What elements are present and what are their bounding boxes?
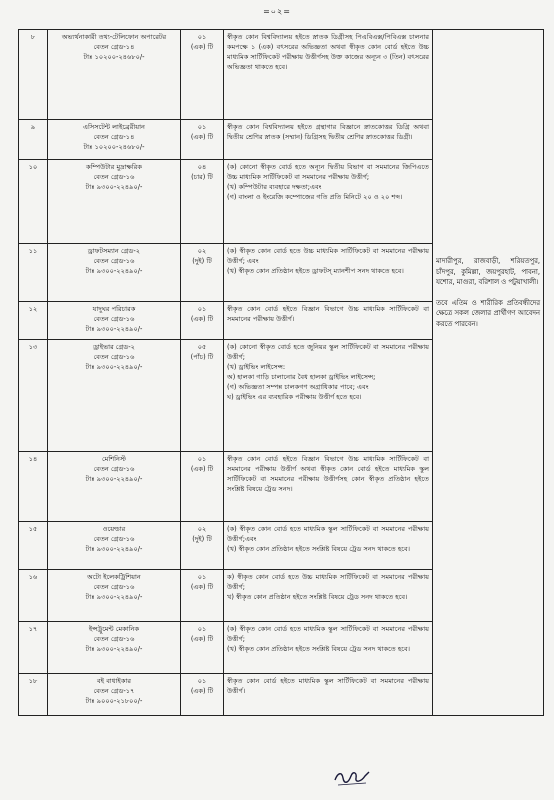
qualification-line: (ক) কোনো স্বীকৃত বোর্ড হতে জুনিয়র স্কুল সার্টিফিকেট বা সমমানের পরীক্ষায় উত্তীর্ণ; bbox=[227, 343, 429, 361]
qualification-line: (খ) কম্পিউটার ব্যবহারে দক্ষতা;এবং bbox=[227, 183, 322, 191]
qualification-line: অ) হালকা গাড়ি চালানোর বৈধ হালকা ড্রাইভিং লাইসেন্স; bbox=[227, 373, 376, 381]
post-count-cell bbox=[181, 622, 224, 674]
serial-number: ১০ bbox=[19, 160, 48, 244]
post-count-cell bbox=[181, 120, 224, 160]
pay-grade: বেতন গ্রেড-১৬ bbox=[93, 635, 135, 643]
qualification-line: (খ) স্বীকৃত কোন প্রতিষ্ঠান হইতে ড্রাফটস্ ম্যানশীপ সনদ থাকতে হবে। bbox=[227, 267, 404, 275]
pay-grade: বেতন গ্রেড-১৬ bbox=[93, 257, 135, 265]
qualification-line: (খ) স্বীকৃত কোন প্রতিষ্ঠান হইতে সংশ্লিষ্ট বিষয়ে ট্রেড সনদ থাকতে হবে। bbox=[227, 645, 410, 653]
post-count-words: (এক) টি bbox=[190, 583, 214, 591]
qualification-line: ঘ) ড্রাইভিং এর ব্যবহারিক পরীক্ষায় উত্তীর্ণ হতে হবে। bbox=[227, 393, 362, 401]
post-count: ০১ bbox=[197, 455, 207, 463]
qualification-line: স্বীকৃত কোন বোর্ড হইতে বিজ্ঞান বিভাগে উচ্চ মাধ্যমিক সার্টিফিকেট বা সমমানের পরীক্ষায় উত্তীর্ণ। bbox=[227, 305, 429, 323]
post-count-words: (পাঁচ) টি bbox=[190, 353, 214, 361]
qualification-line: (ক) স্বীকৃত কোন বোর্ড হতে মাধ্যমিক স্কুল সার্টিফিকেট বা সমমানের পরীক্ষায় উত্তীর্ণ;এবং bbox=[227, 525, 429, 543]
post-name: অটো ইলেকট্রিশিয়ান bbox=[87, 573, 141, 581]
post-count-words: (এক) টি bbox=[190, 43, 214, 51]
serial-number: ১৬ bbox=[19, 570, 48, 622]
post-count-words: (এক) টি bbox=[190, 687, 214, 695]
qualification-line: (গ) বাংলা ও ইংরেজি কম্পোজের গতি প্রতি মিনিটে ২০ ও ২০ শব্দ। bbox=[227, 193, 403, 201]
qualification-cell bbox=[224, 160, 433, 244]
serial-number: ১৩ bbox=[19, 340, 48, 452]
serial-number: ১২ bbox=[19, 302, 48, 340]
pay-scale: টাঃ ৯৩০০-২২৪৯০/- bbox=[85, 475, 143, 483]
post-count: ০৪ bbox=[197, 163, 207, 171]
qualification-line: (গ) অভিজ্ঞতা সম্পন্ন চালকগণ অগ্রাধিকার পাবে; এবং bbox=[227, 383, 369, 391]
pay-grade: বেতন গ্রেড-১৬ bbox=[93, 583, 135, 591]
qualification-line: খ) স্বীকৃত কোন প্রতিষ্ঠান হইতে সংশ্লিষ্ট বিষয়ে ট্রেড সনদ থাকতে হবে। bbox=[227, 593, 408, 601]
posts-table bbox=[18, 29, 544, 716]
pay-scale: টাঃ ৯৩০০-২২৪৯০/- bbox=[85, 363, 143, 371]
post-count-cell bbox=[181, 674, 224, 716]
post-cell bbox=[48, 244, 181, 302]
pay-scale: টাঃ ৯৩০০-২২৪৯০/- bbox=[85, 325, 143, 333]
pay-scale: টাঃ ৯৩০০-২২৪৯০/- bbox=[85, 645, 143, 653]
serial-number: ১৮ bbox=[19, 674, 48, 716]
pay-scale: টাঃ ৯৩০০-২২৪৯০/- bbox=[85, 593, 143, 601]
post-cell bbox=[48, 622, 181, 674]
serial-number: ১১ bbox=[19, 244, 48, 302]
post-count: ০৫ bbox=[197, 343, 207, 351]
pay-grade: বেতন গ্রেড-১৪ bbox=[93, 133, 135, 141]
post-count: ০১ bbox=[197, 677, 207, 685]
eligible-districts-cell bbox=[433, 30, 544, 716]
districts-list: মাদারীপুর, রাজবাড়ী, শরিয়তপুর, চাঁদপুর, কুমিল্লা, জয়পুরহাট, পাবনা, যশোর, মাগুরা, বরিশাল ও পটুয়াখালী। bbox=[436, 257, 540, 286]
post-cell bbox=[48, 340, 181, 452]
page-number: =০২= bbox=[263, 7, 291, 16]
post-cell bbox=[48, 452, 181, 522]
post-count-words: (দুই) টি bbox=[192, 535, 212, 543]
post-name: বই বাধাইকার bbox=[97, 677, 131, 685]
post-name: ইন্সট্রুমেন্ট মেকানিক bbox=[88, 625, 140, 633]
post-count: ০২ bbox=[197, 247, 207, 255]
serial-number: ৮ bbox=[19, 30, 48, 120]
pay-grade: বেতন গ্রেড-১৬ bbox=[93, 353, 135, 361]
post-count-words: (এক) টি bbox=[190, 315, 214, 323]
pay-scale: টাঃ ৯৩০০-২২৪৯০/- bbox=[85, 183, 143, 191]
qualification-line: স্বীকৃত কোন বিশ্ববিদ্যালয় হইতে স্নাতক ডিগ্রীসহ পিএবিএক্স/পিবিএক্স চালনার কমপক্ষে ১ (এক) বৎসরের অভিজ্ঞতা অথবা স্বীকৃত কোন বোর্ড হইতে উচ্চ মাধ্যমিক সার্টিফিকেট পরীক্ষায় উত্তীর্ণসহ উক্ত কাজের অন্যূন ৩ (তিন) বৎসরের অভিজ্ঞতা থাকতে হবে। bbox=[227, 33, 429, 71]
post-cell bbox=[48, 522, 181, 570]
pay-scale: টাঃ ৯০০০-২১৮০০/- bbox=[85, 697, 143, 705]
post-name: অভ্যর্থনাকারী তথ্য-টেলিফোন অপারেটর bbox=[61, 33, 167, 41]
pay-grade: বেতন গ্রেড-১৬ bbox=[93, 315, 135, 323]
qualification-cell bbox=[224, 452, 433, 522]
serial-number: ১৭ bbox=[19, 622, 48, 674]
post-name: মেশিনিস্ট bbox=[102, 455, 126, 463]
signature bbox=[332, 766, 372, 788]
post-cell bbox=[48, 302, 181, 340]
post-count: ০১ bbox=[197, 573, 207, 581]
pay-scale: টাঃ ৯৩০০-২২৪৯০/- bbox=[85, 267, 143, 275]
post-cell bbox=[48, 674, 181, 716]
post-count-words: (এক) টি bbox=[190, 635, 214, 643]
post-cell bbox=[48, 30, 181, 120]
post-count-cell bbox=[181, 340, 224, 452]
post-cell bbox=[48, 570, 181, 622]
serial-number: ৯ bbox=[19, 120, 48, 160]
post-count-cell bbox=[181, 302, 224, 340]
post-count-cell bbox=[181, 30, 224, 120]
post-count-cell bbox=[181, 452, 224, 522]
qualification-line: (খ) ড্রাইভিং লাইসেন্স: bbox=[227, 363, 286, 371]
qualification-cell bbox=[224, 340, 433, 452]
qualification-cell bbox=[224, 30, 433, 120]
post-count-cell bbox=[181, 522, 224, 570]
qualification-cell bbox=[224, 570, 433, 622]
qualification-line: (খ) স্বীকৃত কোন প্রতিষ্ঠান হইতে সংশ্লিষ্ট বিষয়ে ট্রেড সনদ থাকতে হবে। bbox=[227, 545, 410, 553]
qualification-cell bbox=[224, 120, 433, 160]
post-count-cell bbox=[181, 244, 224, 302]
pay-scale: টাঃ ১০২০০-২৪৬৮০/- bbox=[83, 53, 145, 61]
post-name: ড্রাফটসম্যান গ্রেড-২ bbox=[87, 247, 141, 255]
post-count: ০১ bbox=[197, 625, 207, 633]
qualification-line: ক) স্বীকৃত কোন বোর্ড হতে উচ্চ মাধ্যমিক সার্টিফিকেট বা সমমানের পরীক্ষায় উত্তীর্ণ; bbox=[227, 573, 429, 591]
post-count: ০১ bbox=[197, 305, 207, 313]
pay-scale: টাঃ ১০২০০-২৪৬৮০/- bbox=[83, 143, 145, 151]
post-name: ওয়েল্ডার bbox=[102, 525, 126, 533]
post-count: ০২ bbox=[197, 525, 207, 533]
post-cell bbox=[48, 160, 181, 244]
qualification-line: (ক) স্বীকৃত কোন বোর্ড হতে মাধ্যমিক স্কুল সার্টিফিকেট বা সমমানের পরীক্ষায় উত্তীর্ণ; bbox=[227, 625, 429, 643]
qualification-line: স্বীকৃত কোন বিশ্ববিদ্যালয় হইতে গ্রন্থাগার বিজ্ঞানে স্নাতকোত্তর ডিগ্রি অথবা দ্বিতীয় শ্রেণির স্নাতক (সম্মান) ডিগ্রিসহ দ্বিতীয় শ্রেণির স্নাতকোত্তর ডিগ্রী। bbox=[227, 123, 429, 141]
post-count-words: (এক) টি bbox=[190, 465, 214, 473]
post-count: ০১ bbox=[197, 123, 207, 131]
pay-scale: টাঃ ৯৩০০-২২৪৯০/- bbox=[85, 545, 143, 553]
serial-number: ১৪ bbox=[19, 452, 48, 522]
pay-grade: বেতন গ্রেড-১৬ bbox=[93, 465, 135, 473]
qualification-cell bbox=[224, 522, 433, 570]
qualification-line: স্বীকৃত কোন বোর্ড হইতে মাধ্যমিক স্কুল সার্টিফিকেট বা সমমানের পরীক্ষায় উত্তীর্ণ। bbox=[227, 677, 429, 695]
qualification-cell bbox=[224, 302, 433, 340]
post-cell bbox=[48, 120, 181, 160]
post-name: এসিসটেন্ট লাইব্রেরীয়ান bbox=[83, 123, 145, 131]
qualification-line: (ক) কোনো স্বীকৃত বোর্ড হতে অন্যূন দ্বিতীয় বিভাগ বা সমমানের জিপিএতে উচ্চ মাধ্যমিক সার্টিফিকেট বা সমমানের পরীক্ষায় উত্তীর্ণ; bbox=[227, 163, 429, 181]
pay-grade: বেতন গ্রেড-১৬ bbox=[93, 173, 135, 181]
post-count-cell bbox=[181, 160, 224, 244]
post-count-words: (দুই) টি bbox=[192, 257, 212, 265]
post-name: যাদুঘর পরিচারক bbox=[92, 305, 136, 313]
post-name: ড্রাইভার গ্রেড-২ bbox=[93, 343, 135, 351]
post-count-words: (চার) টি bbox=[191, 173, 213, 181]
post-count-words: (এক) টি bbox=[190, 133, 214, 141]
pay-grade: বেতন গ্রেড-১৭ bbox=[93, 687, 135, 695]
post-name: কম্পিউটার মুদ্রাক্ষরিক bbox=[86, 163, 142, 171]
pay-grade: বেতন গ্রেড-১৬ bbox=[93, 535, 135, 543]
qualification-line: স্বীকৃত কোন বোর্ড হইতে বিজ্ঞান বিভাগে উচ্চ মাধ্যমিক সার্টিফিকেট বা সমমানের পরীক্ষায় উত্তীর্ণ অথবা স্বীকৃত কোন বোর্ড হইতে মাধ্যমিক স্কুল সার্টিফিকেট বা সমমানের পরীক্ষায় উত্তীর্ণসহ কোন স্বীকৃত প্রতিষ্ঠান হইতে সংশ্লিষ্ট বিষয়ে ট্রেড সনদ। bbox=[227, 455, 429, 493]
districts-note: তবে এতিম ও শারীরিক প্রতিবন্ধীদের ক্ষেত্রে সকল জেলার প্রার্থীগণ আবেদন করতে পারবেন। bbox=[436, 298, 540, 328]
qualification-cell bbox=[224, 674, 433, 716]
qualification-line: (ক) স্বীকৃত কোন বোর্ড হতে উচ্চ মাধ্যমিক সার্টিফিকেট বা সমমানের পরীক্ষায় উত্তীর্ণ; এবং bbox=[227, 247, 429, 265]
table-row bbox=[19, 30, 544, 120]
qualification-cell bbox=[224, 244, 433, 302]
pay-grade: বেতন গ্রেড-১৪ bbox=[93, 43, 135, 51]
post-count: ০১ bbox=[197, 33, 207, 41]
qualification-cell bbox=[224, 622, 433, 674]
post-count-cell bbox=[181, 570, 224, 622]
serial-number: ১৫ bbox=[19, 522, 48, 570]
